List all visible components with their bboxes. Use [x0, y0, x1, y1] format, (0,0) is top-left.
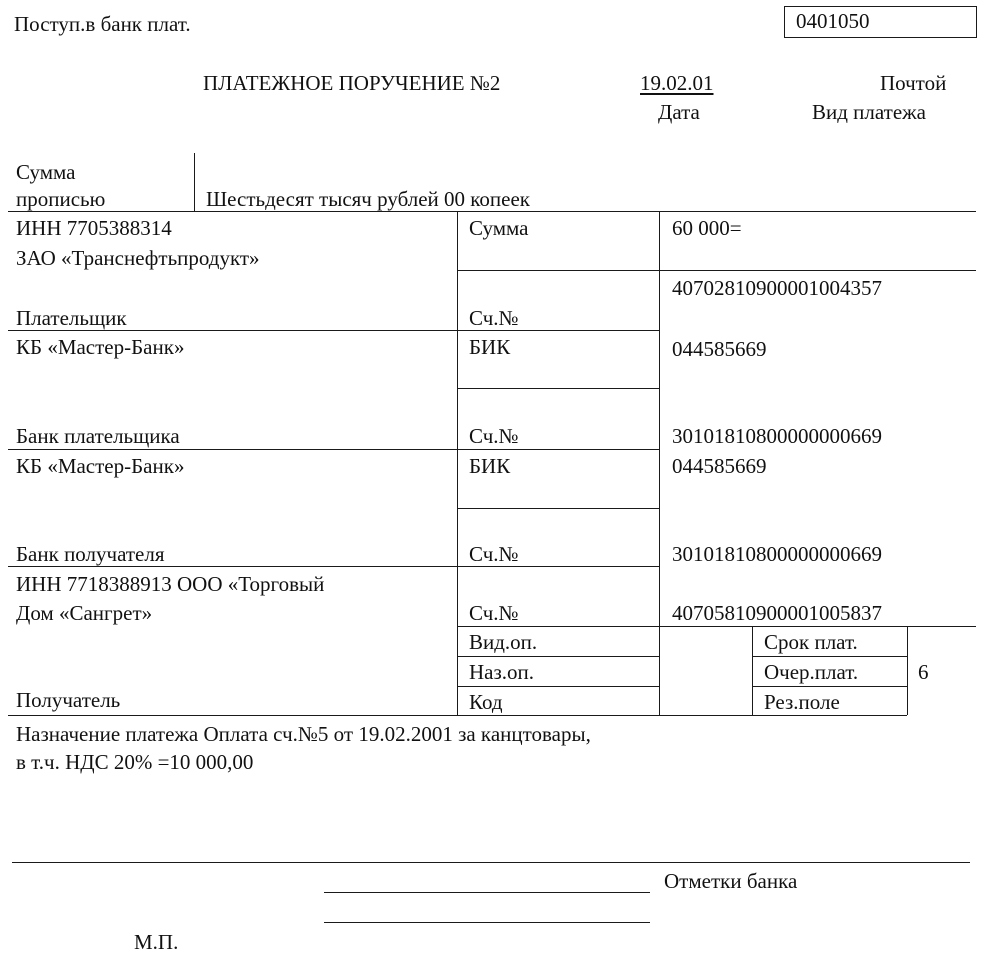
payee-bank-bik-value: 044585669 [672, 454, 767, 478]
grid-line [457, 656, 659, 657]
payer-account-label: Сч.№ [469, 306, 519, 330]
grid-line [457, 508, 659, 509]
signature-line [324, 922, 650, 923]
payer-bank-bik-value: 044585669 [672, 337, 767, 361]
grid-line [8, 211, 976, 212]
bank-marks-label: Отметки банка [664, 869, 798, 893]
operation-code-label: Код [469, 690, 503, 714]
payment-term-label: Срок плат. [764, 630, 858, 654]
grid-line [752, 656, 907, 657]
amount-words-divider [194, 153, 195, 211]
grid-line [457, 388, 659, 389]
payer-bank-account-value: 30101810800000000669 [672, 424, 882, 448]
payee-account-value: 40705810900001005837 [672, 601, 882, 625]
payer-inn: ИНН 7705388314 [16, 216, 172, 240]
payment-type-caption: Вид платежа [812, 100, 927, 124]
payee-account-label: Сч.№ [469, 601, 519, 625]
grid-line [752, 686, 907, 687]
payment-purpose-line-2: в т.ч. НДС 20% =10 000,00 [16, 750, 254, 774]
date-caption: Дата [658, 100, 700, 124]
stamp-place-label: М.П. [134, 930, 179, 954]
operation-purpose-label: Наз.оп. [469, 660, 535, 684]
document-title: ПЛАТЕЖНОЕ ПОРУЧЕНИЕ №2 [203, 71, 501, 95]
payer-caption: Плательщик [16, 306, 127, 330]
signature-line [12, 862, 970, 863]
payment-type-value: Почтой [880, 71, 947, 95]
payee-line-2: Дом «Сангрет» [16, 601, 153, 625]
amount-value: 60 000= [672, 216, 742, 240]
payer-bank-caption: Банк плательщика [16, 424, 180, 448]
grid-line-vertical [752, 626, 753, 715]
signature-line [324, 892, 650, 893]
payment-purpose-line-1: Назначение платежа Оплата сч.№5 от 19.02.2001 за канцтовары, [16, 722, 591, 746]
payee-bank-bik-label: БИК [469, 454, 511, 478]
grid-line [8, 715, 907, 716]
grid-line-vertical [907, 626, 908, 715]
received-in-bank-label: Поступ.в банк плат. [14, 12, 191, 36]
payee-caption: Получатель [16, 688, 121, 712]
payee-bank-account-value: 30101810800000000669 [672, 542, 882, 566]
operation-type-label: Вид.оп. [469, 630, 538, 654]
grid-line-vertical [659, 211, 660, 715]
amount-words-label-2: прописью [16, 187, 106, 211]
payer-bank-account-label: Сч.№ [469, 424, 519, 448]
amount-words-value: Шестьдесят тысяч рублей 00 копеек [206, 187, 530, 211]
payee-bank-caption: Банк получателя [16, 542, 165, 566]
amount-label: Сумма [469, 216, 529, 240]
amount-words-label-1: Сумма [16, 160, 76, 184]
payment-priority-value: 6 [918, 660, 929, 684]
payer-bank-name: КБ «Мастер-Банк» [16, 335, 185, 359]
reserved-field-label: Рез.поле [764, 690, 840, 714]
payer-name: ЗАО «Транснефтьпродукт» [16, 246, 260, 270]
grid-line-vertical [457, 211, 458, 715]
payment-priority-label: Очер.плат. [764, 660, 859, 684]
payee-bank-name: КБ «Мастер-Банк» [16, 454, 185, 478]
grid-line [457, 626, 976, 627]
payee-line-1: ИНН 7718388913 ООО «Торговый [16, 572, 325, 596]
payer-bank-bik-label: БИК [469, 335, 511, 359]
date-value: 19.02.01 [640, 71, 714, 95]
payer-account-value: 40702810900001004357 [672, 276, 882, 300]
form-code: 0401050 [796, 9, 870, 33]
grid-line [457, 270, 976, 271]
grid-line [8, 449, 659, 450]
payee-bank-account-label: Сч.№ [469, 542, 519, 566]
grid-line [8, 330, 659, 331]
grid-line [8, 566, 659, 567]
grid-line [457, 686, 659, 687]
